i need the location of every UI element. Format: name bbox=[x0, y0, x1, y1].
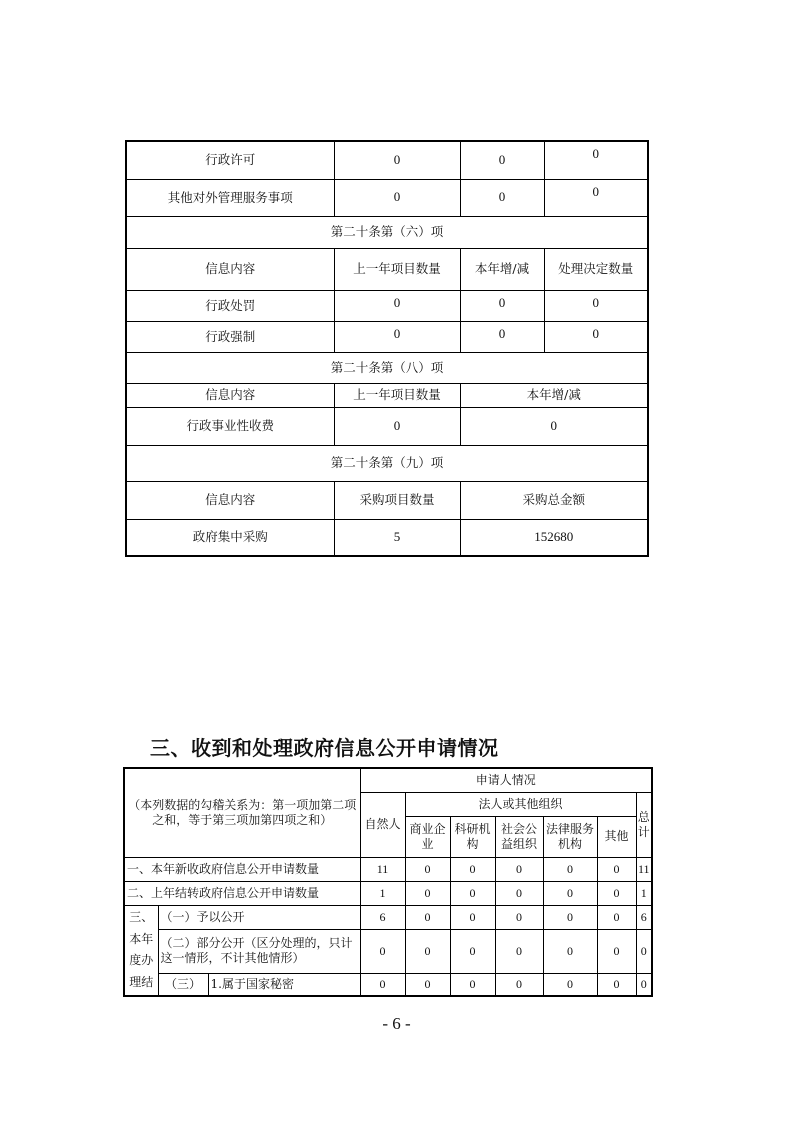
table-row bbox=[124, 905, 652, 929]
row-label: （三） bbox=[158, 973, 208, 996]
cell-value: 1 bbox=[636, 881, 652, 905]
cell-value: 11 bbox=[360, 857, 405, 881]
natural-person-header: 自然人 bbox=[360, 792, 405, 857]
cell-value: 0 bbox=[495, 881, 543, 905]
row-label: 其他对外管理服务事项 bbox=[126, 179, 334, 216]
table-row bbox=[126, 141, 648, 179]
cell-value: 0 bbox=[597, 929, 636, 973]
row-label: 一、本年新收政府信息公开申请数量 bbox=[124, 857, 360, 881]
cell-value: 0 bbox=[405, 905, 450, 929]
table-row bbox=[124, 881, 652, 905]
table-row bbox=[126, 407, 648, 445]
table-row bbox=[126, 519, 648, 556]
cell-value: 0 bbox=[636, 973, 652, 996]
cell-value: 0 bbox=[450, 973, 495, 996]
cell-value: 0 bbox=[334, 321, 460, 352]
cell-value: 0 bbox=[460, 290, 544, 321]
page-number: - 6 - bbox=[382, 1014, 411, 1033]
cell-value: 0 bbox=[597, 881, 636, 905]
cell-value: 0 bbox=[334, 290, 460, 321]
cell-value: 0 bbox=[544, 321, 648, 352]
cell-value: 0 bbox=[460, 407, 648, 445]
row-label: 二、上年结转政府信息公开申请数量 bbox=[124, 881, 360, 905]
cell-value: 0 bbox=[543, 857, 597, 881]
section-title: 三、收到和处理政府信息公开申请情况 bbox=[150, 736, 499, 760]
cell-value: 0 bbox=[495, 857, 543, 881]
column-header: 法律服务机构 bbox=[543, 816, 597, 857]
cell-value: 11 bbox=[636, 857, 652, 881]
column-header: 信息内容 bbox=[126, 481, 334, 519]
column-header-row bbox=[126, 248, 648, 290]
cell-value: 0 bbox=[544, 290, 648, 321]
group-label: 三、本年度办理结 bbox=[124, 905, 158, 996]
cell-value: 0 bbox=[636, 929, 652, 973]
cell-value: 0 bbox=[460, 321, 544, 352]
cell-value: 0 bbox=[543, 929, 597, 973]
cell-value: 0 bbox=[544, 141, 648, 179]
row-label: （二）部分公开（区分处理的，只计这一情形，不计其他情形） bbox=[158, 929, 360, 973]
column-header: 本年增/减 bbox=[460, 248, 544, 290]
column-header-row bbox=[126, 481, 648, 519]
cell-value: 0 bbox=[460, 141, 544, 179]
table-row bbox=[126, 321, 648, 352]
row-label: 行政强制 bbox=[126, 321, 334, 352]
header-note: （本列数据的勾稽关系为：第一项加第二项之和，等于第三项加第四项之和） bbox=[124, 768, 360, 857]
cell-value: 0 bbox=[334, 141, 460, 179]
cell-value: 0 bbox=[405, 881, 450, 905]
table-row bbox=[124, 973, 652, 996]
cell-value: 152680 bbox=[460, 519, 648, 556]
table-row bbox=[126, 290, 648, 321]
section-header-row bbox=[126, 216, 648, 248]
column-header: 其他 bbox=[597, 816, 636, 857]
row-label: （一）予以公开 bbox=[158, 905, 360, 929]
row-label: 行政处罚 bbox=[126, 290, 334, 321]
row-label: 行政许可 bbox=[126, 141, 334, 179]
table-row bbox=[124, 857, 652, 881]
column-header: 社会公益组织 bbox=[495, 816, 543, 857]
cell-value: 0 bbox=[495, 973, 543, 996]
column-header: 处理决定数量 bbox=[544, 248, 648, 290]
cell-value: 0 bbox=[597, 905, 636, 929]
cell-value: 0 bbox=[405, 973, 450, 996]
applicant-header: 申请人情况 bbox=[360, 768, 652, 792]
section-title-9: 第二十条第（九）项 bbox=[126, 445, 648, 481]
table-row bbox=[126, 179, 648, 216]
total-header: 总计 bbox=[636, 792, 652, 857]
cell-value: 0 bbox=[405, 857, 450, 881]
cell-value: 5 bbox=[334, 519, 460, 556]
column-header: 信息内容 bbox=[126, 383, 334, 407]
cell-value: 6 bbox=[360, 905, 405, 929]
cell-value: 0 bbox=[597, 973, 636, 996]
cell-value: 0 bbox=[334, 407, 460, 445]
column-header-row bbox=[126, 383, 648, 407]
cell-value: 0 bbox=[405, 929, 450, 973]
column-header: 采购项目数量 bbox=[334, 481, 460, 519]
row-sublabel: 1.属于国家秘密 bbox=[208, 973, 360, 996]
cell-value: 0 bbox=[495, 905, 543, 929]
application-table bbox=[123, 767, 653, 997]
cell-value: 0 bbox=[543, 881, 597, 905]
column-header: 商业企业 bbox=[405, 816, 450, 857]
disclosure-table-top bbox=[125, 140, 649, 557]
cell-value: 0 bbox=[543, 973, 597, 996]
cell-value: 0 bbox=[495, 929, 543, 973]
column-header: 上一年项目数量 bbox=[334, 383, 460, 407]
cell-value: 6 bbox=[636, 905, 652, 929]
cell-value: 0 bbox=[360, 929, 405, 973]
cell-value: 0 bbox=[450, 905, 495, 929]
row-label: 政府集中采购 bbox=[126, 519, 334, 556]
section-header-row bbox=[126, 352, 648, 383]
table-header-row bbox=[124, 768, 652, 792]
column-header: 本年增/减 bbox=[460, 383, 648, 407]
section-title-6: 第二十条第（六）项 bbox=[126, 216, 648, 248]
cell-value: 0 bbox=[544, 179, 648, 216]
column-header: 科研机构 bbox=[450, 816, 495, 857]
cell-value: 0 bbox=[597, 857, 636, 881]
column-header: 上一年项目数量 bbox=[334, 248, 460, 290]
section-title-8: 第二十条第（八）项 bbox=[126, 352, 648, 383]
table-row bbox=[124, 929, 652, 973]
row-label: 行政事业性收费 bbox=[126, 407, 334, 445]
cell-value: 0 bbox=[360, 973, 405, 996]
section-header-row bbox=[126, 445, 648, 481]
cell-value: 1 bbox=[360, 881, 405, 905]
org-header: 法人或其他组织 bbox=[405, 792, 636, 816]
cell-value: 0 bbox=[450, 857, 495, 881]
column-header: 采购总金额 bbox=[460, 481, 648, 519]
column-header: 信息内容 bbox=[126, 248, 334, 290]
cell-value: 0 bbox=[543, 905, 597, 929]
cell-value: 0 bbox=[460, 179, 544, 216]
cell-value: 0 bbox=[334, 179, 460, 216]
cell-value: 0 bbox=[450, 881, 495, 905]
cell-value: 0 bbox=[450, 929, 495, 973]
